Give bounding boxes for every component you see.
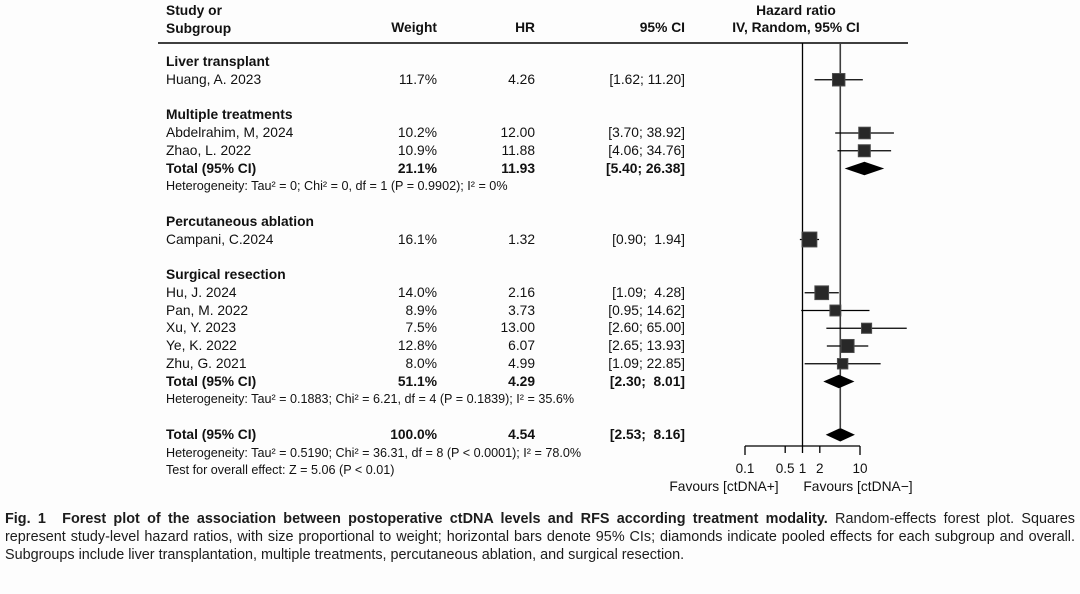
study-label: Zhao, L. 2022 — [166, 142, 252, 158]
study-row — [0, 319, 1080, 337]
hr-cell: 11.93 — [501, 160, 535, 176]
axis-tick-label: 0.5 — [775, 461, 795, 476]
study-row — [0, 231, 1080, 249]
column-header-weight: Weight — [391, 20, 437, 35]
weight-cell: 8.9% — [405, 302, 437, 318]
column-header-hazard-ratio: Hazard ratio — [756, 3, 836, 18]
ci-cell: [2.60; 65.00] — [608, 320, 685, 336]
subgroup-header-row — [0, 106, 1080, 124]
weight-cell: 12.8% — [397, 338, 437, 353]
study-label: Hu, J. 2024 — [166, 284, 237, 300]
hr-cell: 13.00 — [500, 320, 535, 336]
weight-cell: 14.0% — [397, 284, 437, 300]
column-header-study-line2: Subgroup — [166, 20, 232, 36]
hr-cell: 4.99 — [508, 355, 535, 371]
ci-cell: [0.95; 14.62] — [608, 302, 685, 318]
stats-row — [0, 177, 1080, 195]
ci-cell: [3.70; 38.92] — [608, 125, 685, 140]
column-header-study — [166, 2, 231, 37]
figure-tag: Fig. 1 — [5, 511, 46, 527]
row-label: Heterogeneity: Tau² = 0; Chi² = 0, df = 1 (P = 0.9902); I² = 0% — [166, 179, 508, 194]
figure-caption-text: Random-effects forest plot. Squares represent study-level hazard ratios, with size proportional to weight; horizontal bars denote 95% CIs; diamonds indicate pooled effects for each subgroup and overall. Subgroups include liver transplantation, multiple treatments, percutaneous ablation, and surgical resection. — [5, 511, 1076, 563]
hr-cell: 6.07 — [508, 338, 535, 353]
study-label: Zhu, G. 2021 — [166, 355, 247, 371]
hr-cell: 4.26 — [508, 71, 535, 87]
hr-cell: 3.73 — [508, 302, 535, 318]
hr-cell: 4.54 — [508, 426, 535, 442]
axis-tick-label: 0.1 — [735, 461, 755, 476]
row-label: Percutaneous ablation — [166, 213, 314, 229]
stats-row — [0, 444, 1080, 462]
stats-row — [0, 461, 1080, 479]
study-label: Campani, C.2024 — [166, 231, 274, 247]
study-label: Ye, K. 2022 — [166, 338, 237, 353]
axis-tick-label: 1 — [798, 461, 807, 476]
ci-cell: [0.90; 1.94] — [612, 231, 685, 247]
study-row — [0, 71, 1080, 89]
study-row — [0, 284, 1080, 302]
study-row — [0, 124, 1080, 142]
subgroup-header-row — [0, 266, 1080, 284]
total-row — [0, 160, 1080, 178]
study-label: Huang, A. 2023 — [166, 71, 262, 87]
weight-cell: 51.1% — [397, 373, 437, 389]
weight-cell: 10.9% — [397, 142, 437, 158]
hr-cell: 2.16 — [508, 284, 535, 300]
ci-cell: [4.06; 34.76] — [608, 142, 685, 158]
study-label: Total (95% CI) — [166, 373, 257, 389]
figure-caption-bold: Forest plot of the association between postoperative ctDNA levels and RFS according treatment modality. — [62, 511, 828, 527]
favours-left-label: Favours [ctDNA+] — [669, 479, 779, 494]
study-label: Abdelrahim, M, 2024 — [166, 125, 294, 140]
weight-cell: 21.1% — [397, 160, 437, 176]
total-row — [0, 426, 1080, 444]
hr-cell: 1.32 — [508, 231, 535, 247]
study-row — [0, 355, 1080, 373]
subgroup-header-row — [0, 53, 1080, 71]
figure-caption — [5, 510, 1075, 564]
weight-cell: 100.0% — [390, 426, 437, 442]
weight-cell: 11.7% — [398, 71, 437, 87]
hr-cell: 11.88 — [501, 142, 535, 158]
ci-cell: [2.53; 8.16] — [609, 426, 685, 442]
study-row — [0, 337, 1080, 355]
axis-tick-label: 10 — [852, 461, 868, 476]
study-label: Pan, M. 2022 — [166, 302, 249, 318]
column-header-study-line1: Study or — [166, 3, 222, 18]
total-row — [0, 373, 1080, 391]
row-label: Heterogeneity: Tau² = 0.1883; Chi² = 6.21, df = 4 (P = 0.1839); I² = 35.6% — [166, 392, 575, 407]
column-header-ci: 95% CI — [639, 20, 685, 35]
ci-cell: [1.09; 4.28] — [612, 284, 685, 300]
weight-cell: 7.5% — [405, 320, 437, 336]
column-header-iv-random: IV, Random, 95% CI — [732, 20, 860, 35]
study-row — [0, 142, 1080, 160]
subgroup-header-row — [0, 213, 1080, 231]
row-label: Liver transplant — [166, 54, 270, 69]
row-label: Test for overall effect: Z = 5.06 (P < 0.01) — [166, 463, 395, 478]
ci-cell: [5.40; 26.38] — [606, 160, 685, 176]
hr-cell: 12.00 — [500, 125, 535, 140]
study-label: Total (95% CI) — [166, 426, 257, 442]
ci-cell: [2.65; 13.93] — [608, 338, 685, 353]
column-header-hr: HR — [515, 20, 535, 35]
ci-cell: [2.30; 8.01] — [609, 373, 685, 389]
axis-tick-label: 2 — [816, 461, 824, 476]
study-label: Total (95% CI) — [166, 160, 257, 176]
stats-row — [0, 390, 1080, 408]
row-label: Heterogeneity: Tau² = 0.5190; Chi² = 36.31, df = 8 (P < 0.0001); I² = 78.0% — [166, 445, 582, 460]
study-row — [0, 302, 1080, 320]
hr-cell: 4.29 — [508, 373, 535, 389]
weight-cell: 10.2% — [397, 125, 437, 140]
ci-cell: [1.09; 22.85] — [608, 355, 685, 371]
row-label: Surgical resection — [166, 267, 286, 282]
weight-cell: 8.0% — [405, 355, 437, 371]
ci-cell: [1.62; 11.20] — [609, 71, 685, 87]
weight-cell: 16.1% — [397, 231, 437, 247]
favours-right-label: Favours [ctDNA−] — [803, 479, 913, 494]
study-label: Xu, Y. 2023 — [166, 320, 237, 336]
row-label: Multiple treatments — [166, 107, 293, 123]
